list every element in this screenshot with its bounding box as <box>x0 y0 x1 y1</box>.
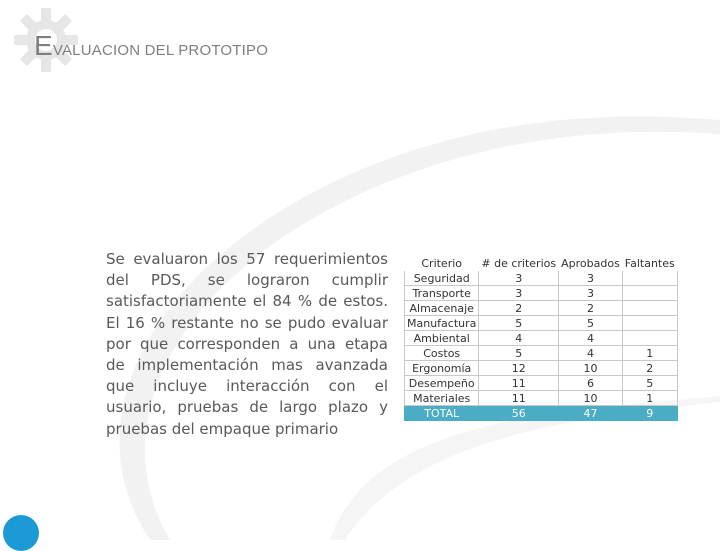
cell-aprobados: 6 <box>559 376 623 391</box>
cell-num-criterios: 4 <box>479 331 559 346</box>
table-row <box>405 391 678 406</box>
cell-aprobados: 4 <box>559 346 623 361</box>
header-criterio: Criterio <box>405 256 479 271</box>
title-rest: VALUACION DEL PROTOTIPO <box>52 42 269 59</box>
cell-aprobados: 5 <box>559 316 623 331</box>
total-faltantes: 9 <box>622 406 677 421</box>
cell-faltantes: 5 <box>622 376 677 391</box>
table-header-row <box>405 256 678 271</box>
cell-num-criterios: 3 <box>479 271 559 286</box>
table-row <box>405 346 678 361</box>
cell-faltantes <box>622 316 677 331</box>
cell-criterio: Materiales <box>405 391 479 406</box>
cell-faltantes <box>622 331 677 346</box>
title-initial: E <box>34 30 53 61</box>
table-row <box>405 286 678 301</box>
total-aprobados: 47 <box>559 406 623 421</box>
header-aprobados: Aprobados <box>559 256 623 271</box>
cell-aprobados: 4 <box>559 331 623 346</box>
table-row <box>405 316 678 331</box>
cell-criterio: Seguridad <box>405 271 479 286</box>
table-row <box>405 361 678 376</box>
cell-faltantes: 2 <box>622 361 677 376</box>
cell-aprobados: 10 <box>559 361 623 376</box>
cell-criterio: Costos <box>405 346 479 361</box>
cell-num-criterios: 2 <box>479 301 559 316</box>
cell-criterio: Almacenaje <box>405 301 479 316</box>
cell-aprobados: 10 <box>559 391 623 406</box>
cell-criterio: Desempeño <box>405 376 479 391</box>
table-total-row <box>405 406 678 421</box>
corner-dot <box>3 515 39 551</box>
cell-aprobados: 3 <box>559 271 623 286</box>
cell-faltantes <box>622 271 677 286</box>
table-row <box>405 331 678 346</box>
total-label: TOTAL <box>405 406 479 421</box>
slide-title <box>34 30 268 62</box>
table-row <box>405 301 678 316</box>
criteria-table-container <box>404 255 678 421</box>
cell-faltantes <box>622 301 677 316</box>
table-row <box>405 271 678 286</box>
total-num-criterios: 56 <box>479 406 559 421</box>
cell-num-criterios: 3 <box>479 286 559 301</box>
cell-criterio: Manufactura <box>405 316 479 331</box>
cell-num-criterios: 11 <box>479 391 559 406</box>
header-num-criterios: # de criterios <box>479 256 559 271</box>
cell-num-criterios: 5 <box>479 316 559 331</box>
cell-criterio: Ambiental <box>405 331 479 346</box>
cell-criterio: Transporte <box>405 286 479 301</box>
cell-criterio: Ergonomía <box>405 361 479 376</box>
header-faltantes: Faltantes <box>622 256 677 271</box>
table-row <box>405 376 678 391</box>
criteria-table <box>404 255 678 421</box>
cell-faltantes <box>622 286 677 301</box>
cell-aprobados: 2 <box>559 301 623 316</box>
cell-num-criterios: 12 <box>479 361 559 376</box>
cell-num-criterios: 5 <box>479 346 559 361</box>
cell-num-criterios: 11 <box>479 376 559 391</box>
cell-aprobados: 3 <box>559 286 623 301</box>
cell-faltantes: 1 <box>622 346 677 361</box>
body-paragraph: Se evaluaron los 57 requerimientos del PDS, se lograron cumplir satisfactoriamente el 84 % de estos. El 16 % restante no se pudo evaluar por que corresponden a una etapa de implementación mas avanzada que incluye interacción con el usuario, pruebas de largo plazo y pruebas del empaque primario <box>106 250 388 438</box>
cell-faltantes: 1 <box>622 391 677 406</box>
